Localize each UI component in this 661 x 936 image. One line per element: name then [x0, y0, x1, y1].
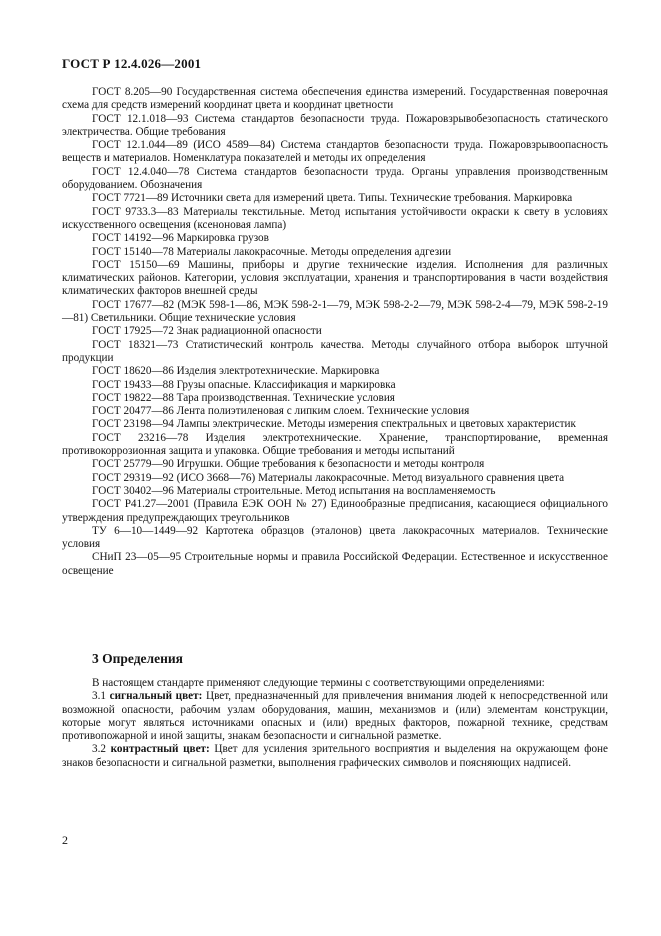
reference-item: ТУ 6—10—1449—92 Картотека образцов (эталонов) цвета лакокрасочных материалов. Технические условия [62, 524, 608, 551]
definition-number: 3.2 [92, 743, 106, 756]
definition-item [62, 690, 608, 743]
reference-item: ГОСТ 30402—96 Материалы строительные. Метод испытания на воспламеняемость [92, 484, 496, 497]
reference-item: ГОСТ 20477—86 Лента полиэтиленовая с липким слоем. Технические условия [92, 405, 470, 418]
reference-item: ГОСТ 12.4.040—78 Система стандартов безопасности труда. Органы управления производственным оборудованием. Обозначения [62, 165, 608, 192]
definition-text: Цвет, предназначенный для привлечения внимания людей к непосредственной или возможной опасности, рабочим узлам оборудования, машин, механизмов и (или) элементам конструкции, которые могут являться источниками опасных и (или) вредных факторов, пожарной технике, средствам противопожарной и иной защиты, знакам безопасности и сигнальной разметке. [62, 690, 609, 743]
reference-item: ГОСТ 14192—96 Маркировка грузов [92, 232, 269, 245]
reference-item: ГОСТ 19822—88 Тара производственная. Технические условия [92, 391, 395, 404]
reference-item: ГОСТ 18620—86 Изделия электротехнические. Маркировка [92, 365, 380, 378]
reference-item: ГОСТ 8.205—90 Государственная система обеспечения единства измерений. Государственная поверочная схема для средств измерений координат цвета и координат цветности [62, 86, 608, 112]
reference-item: ГОСТ 12.1.018—93 Система стандартов безопасности труда. Пожаровзрывобезопасность статического электричества. Общие требования [62, 112, 608, 138]
definition-term: сигнальный цвет: [109, 690, 203, 703]
reference-item: ГОСТ 23198—94 Лампы электрические. Методы измерения спектральных и цветовых характеристик [92, 418, 576, 431]
reference-item: ГОСТ Р41.27—2001 (Правила ЕЭК ООН № 27) Единообразные предписания, касающиеся официального утверждения предупреждающих треугольников [62, 498, 608, 524]
definition-item [62, 743, 608, 770]
definition-term: контрастный цвет: [110, 743, 210, 756]
section-intro: В настоящем стандарте применяют следующие термины с соответствующими определениями: [92, 677, 545, 689]
reference-item: ГОСТ 7721—89 Источники света для измерений цвета. Типы. Технические требования. Маркировка [92, 192, 573, 205]
page-number: 2 [62, 833, 68, 847]
reference-item: ГОСТ 17677—82 (МЭК 598-1—86, МЭК 598-2-1—79, МЭК 598-2-2—79, МЭК 598-2-4—79, МЭК 598-2-19—81) Светильники. Общие технические условия [62, 298, 608, 325]
reference-item: ГОСТ 29319—92 (ИСО 3668—76) Материалы лакокрасочные. Метод визуального сравнения цвета [92, 471, 565, 484]
reference-item: ГОСТ 25779—90 Игрушки. Общие требования к безопасности и методы контроля [92, 458, 485, 471]
reference-item: ГОСТ 12.1.044—89 (ИСО 4589—84) Система стандартов безопасности труда. Пожаровзрывоопасность веществ и материалов. Номенклатура показателей и методы их определения [62, 139, 608, 165]
reference-item: ГОСТ 9733.3—83 Материалы текстильные. Метод испытания устойчивости окраски к свету в условиях искусственного освещения (ксеноновая лампа) [62, 205, 608, 231]
section-title: 3 Определения [92, 651, 183, 666]
definition-number: 3.1 [92, 690, 106, 703]
page-header: ГОСТ Р 12.4.026—2001 [62, 56, 202, 71]
reference-item: ГОСТ 18321—73 Статистический контроль качества. Методы случайного отбора выборок штучной продукции [62, 338, 608, 364]
reference-item: ГОСТ 17925—72 Знак радиационной опасности [92, 325, 322, 338]
normative-references [62, 86, 608, 578]
definition-text: Цвет для усиления зрительного восприятия и выделения на окружающем фоне знаков безопасности и сигнальной разметки, выполнения графических символов и поясняющих надписей. [62, 743, 609, 769]
definitions-section [62, 677, 608, 770]
reference-item: СНиП 23—05—95 Строительные нормы и правила Российской Федерации. Естественное и искусственное освещение [62, 551, 608, 577]
reference-item: ГОСТ 23216—78 Изделия электротехнические. Хранение, транспортирование, временная противокоррозионная защита и упаковка. Общие требования и методы испытаний [62, 431, 608, 458]
reference-item: ГОСТ 19433—88 Грузы опасные. Классификация и маркировка [92, 378, 396, 391]
reference-item: ГОСТ 15150—69 Машины, приборы и другие технические изделия. Исполнения для различных климатических районов. Категории, условия эксплуатации, хранения и транспортирования в части воздействия климатических факторов внешней среды [62, 258, 608, 298]
reference-item: ГОСТ 15140—78 Материалы лакокрасочные. Методы определения адгезии [92, 245, 452, 258]
